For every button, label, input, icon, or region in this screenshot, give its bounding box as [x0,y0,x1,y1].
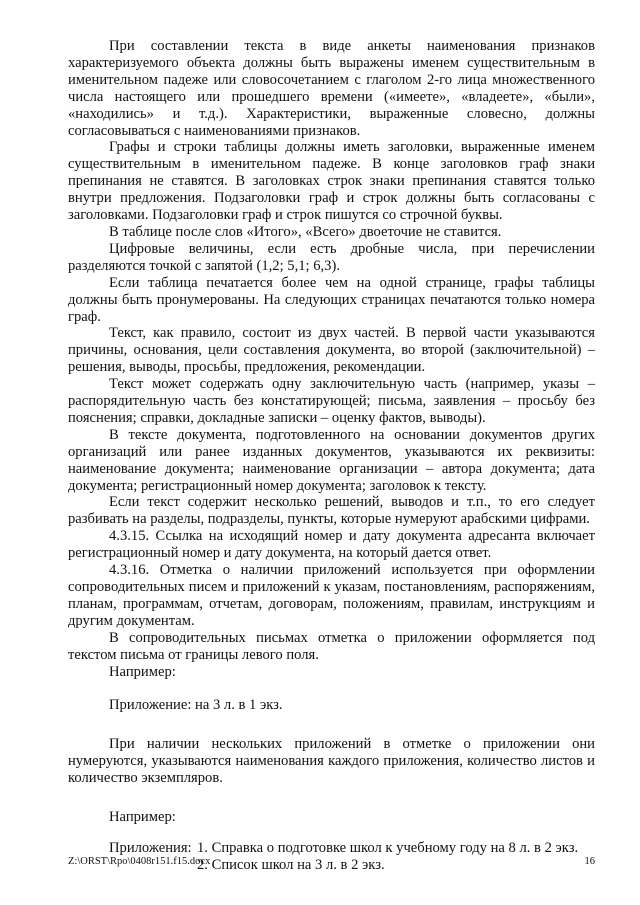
paragraph-table-headers: Графы и строки таблицы должны иметь заголовки, выраженные именем существительным в именительном падеже. В конце заголовков граф знаки препинания не ставятся. В заголовках строк знаки препинания ставятся только внутри предложения. Подзаголовки граф и строк должны быть согласованы с заголовками. Подзаголовки граф и строк пишутся со строчной буквы. [68,139,595,224]
attachments-label: Приложения: [109,839,192,856]
paragraph-numeric-values: Цифровые величины, если есть дробные числа, при перечислении разделяются точкой с запятой (1,2; 5,1; 6,3). [68,240,595,274]
page-footer [68,856,595,867]
paragraph-final-part: Текст может содержать одну заключительную часть (например, указы – распорядительную часть без констатирующей; письма, заявления – просьбу без пояснения; справки, докладные записки – оценку фактов, выводы). [68,376,595,426]
paragraph-multipage-table: Если таблица печатается более чем на одной странице, графы таблицы должны быть пронумерованы. На следующих страницах печатаются только номера граф. [68,274,595,325]
paragraph-multiple-attachments: При наличии нескольких приложений в отметке о приложении они нумеруются, указываются наименования каждого приложения, количество листов и количество экземпляров. [68,736,595,787]
attachment-list-line-1 [68,840,595,857]
example-label: Например: [109,663,176,680]
footer-file-path: Z:\ORST\Rpo\0408r151.f15.docx [68,856,211,867]
paragraph-totals: В таблице после слов «Итого», «Всего» двоеточие не ставится. [109,223,502,240]
document-page [68,38,595,874]
attachment-item-1: 1. Справка о подготовке школ к учебному году на 8 л. в 2 экз. [197,839,579,856]
attachment-item-2: 2. Список школ на 3 л. в 2 экз. [197,856,385,873]
paragraph-cover-letter: В сопроводительных письмах отметка о приложении оформляется под текстом письма от границы левого поля. [68,629,595,663]
paragraph-references: В тексте документа, подготовленного на основании документов других организаций или ранее изданных документов, указываются их реквизиты: наименование документа; наименование организации – автора документа; дата документа; регистрационный номер документа; заголовок к тексту. [68,426,595,494]
page-number: 16 [584,856,595,867]
paragraph-4-3-15: 4.3.15. Ссылка на исходящий номер и дату документа адресанта включает регистрационный номер и дату документа, на который дается ответ. [68,528,595,562]
paragraph-text-parts: Текст, как правило, состоит из двух частей. В первой части указываются причины, основания, цели составления документа, во второй (заключительной) – решения, выводы, просьбы, предложения, рекомендации. [68,325,595,376]
attachment-single: Приложение: на 3 л. в 1 экз. [109,697,283,714]
paragraph-4-3-16: 4.3.16. Отметка о наличии приложений используется при оформлении сопроводительных писем и приложений к указам, постановлениям, распоряжениям, планам, программам, отчетам, договорам, положениям, правилам, инструкциям и другим документам. [68,562,595,629]
paragraph-sections: Если текст содержит несколько решений, выводов и т.п., то его следует разбивать на разделы, подразделы, пункты, которые нумеруют арабскими цифрами. [68,494,595,528]
paragraph-questionnaire: При составлении текста в виде анкеты наименования признаков характеризуемого объекта должны быть выражены именем существительным в именительном падеже или словосочетанием с глаголом 2-го лица множественного числа настоящего или прошедшего времени («имеете», «владеете», «были», «находились» и т.д.). Характеристики, выраженные словесно, должны согласовываться с наименованиями признаков. [68,38,595,139]
example-label: Например: [109,809,176,826]
